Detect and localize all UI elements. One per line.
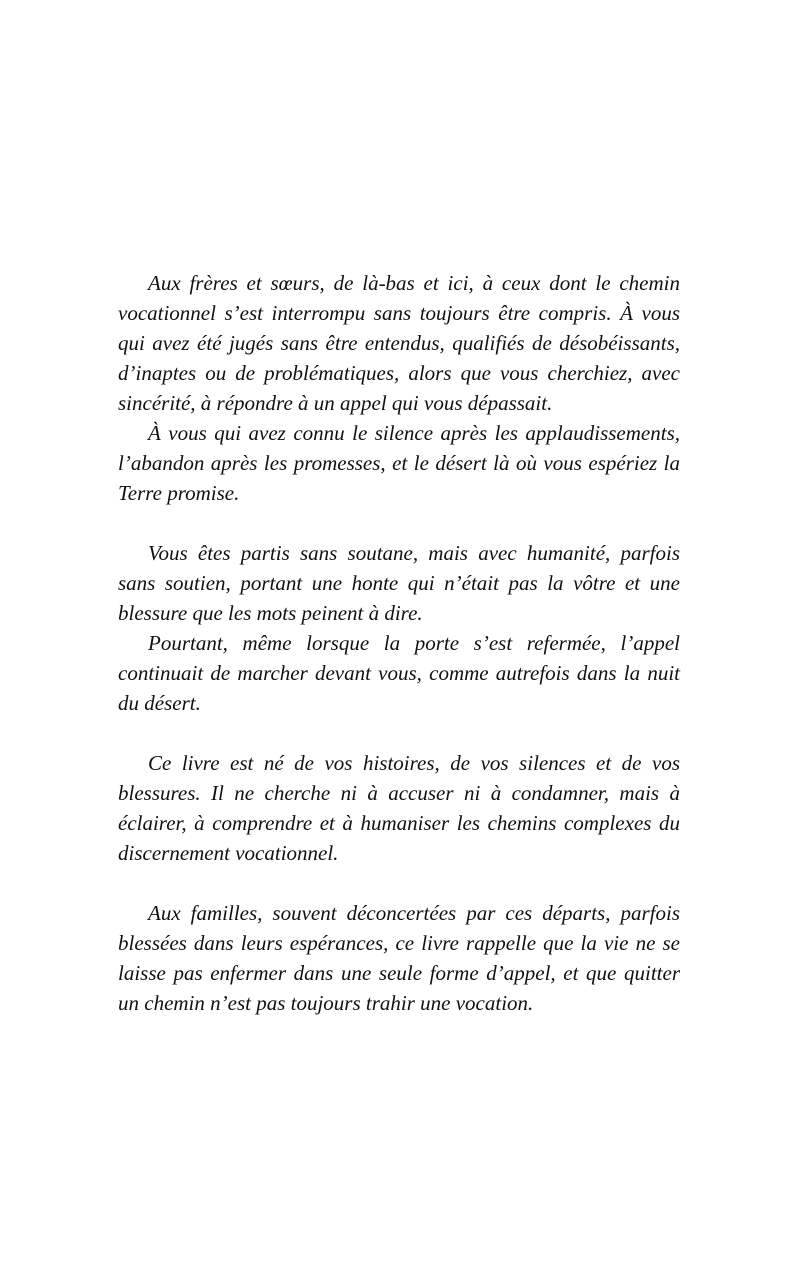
paragraph: Pourtant, même lorsque la porte s’est refermée, l’appel continuait de marcher devant vous, comme autrefois dans la nuit du désert. <box>118 631 680 715</box>
paragraph: Vous êtes partis sans soutane, mais avec humanité, parfois sans soutien, portant une honte qui n’était pas la vôtre et une blessure que les mots peinent à dire. <box>118 541 680 625</box>
section-gap <box>118 868 680 898</box>
section-gap <box>118 718 680 748</box>
dedication-text <box>118 268 680 1018</box>
paragraph: Ce livre est né de vos histoires, de vos silences et de vos blessures. Il ne cherche ni à accuser ni à condamner, mais à éclairer, à comprendre et à humaniser les chemins complexes du discernement vocationnel. <box>118 751 680 865</box>
paragraph: À vous qui avez connu le silence après les applaudissements, l’abandon après les promesses, et le désert là où vous espériez la Terre promise. <box>118 421 680 505</box>
paragraph: Aux frères et sœurs, de là-bas et ici, à ceux dont le chemin vocationnel s’est interrompu sans toujours être compris. À vous qui avez été jugés sans être entendus, qualifiés de désobéissants, d’inaptes ou de problématiques, alors que vous cherchiez, avec sincérité, à répondre à un appel qui vous dépassait. <box>118 271 680 415</box>
section-gap <box>118 508 680 538</box>
paragraph: Aux familles, souvent déconcertées par ces départs, parfois blessées dans leurs espérances, ce livre rappelle que la vie ne se laisse pas enfermer dans une seule forme d’appel, et que quitter un chemin n’est pas toujours trahir une vocation. <box>118 901 680 1015</box>
